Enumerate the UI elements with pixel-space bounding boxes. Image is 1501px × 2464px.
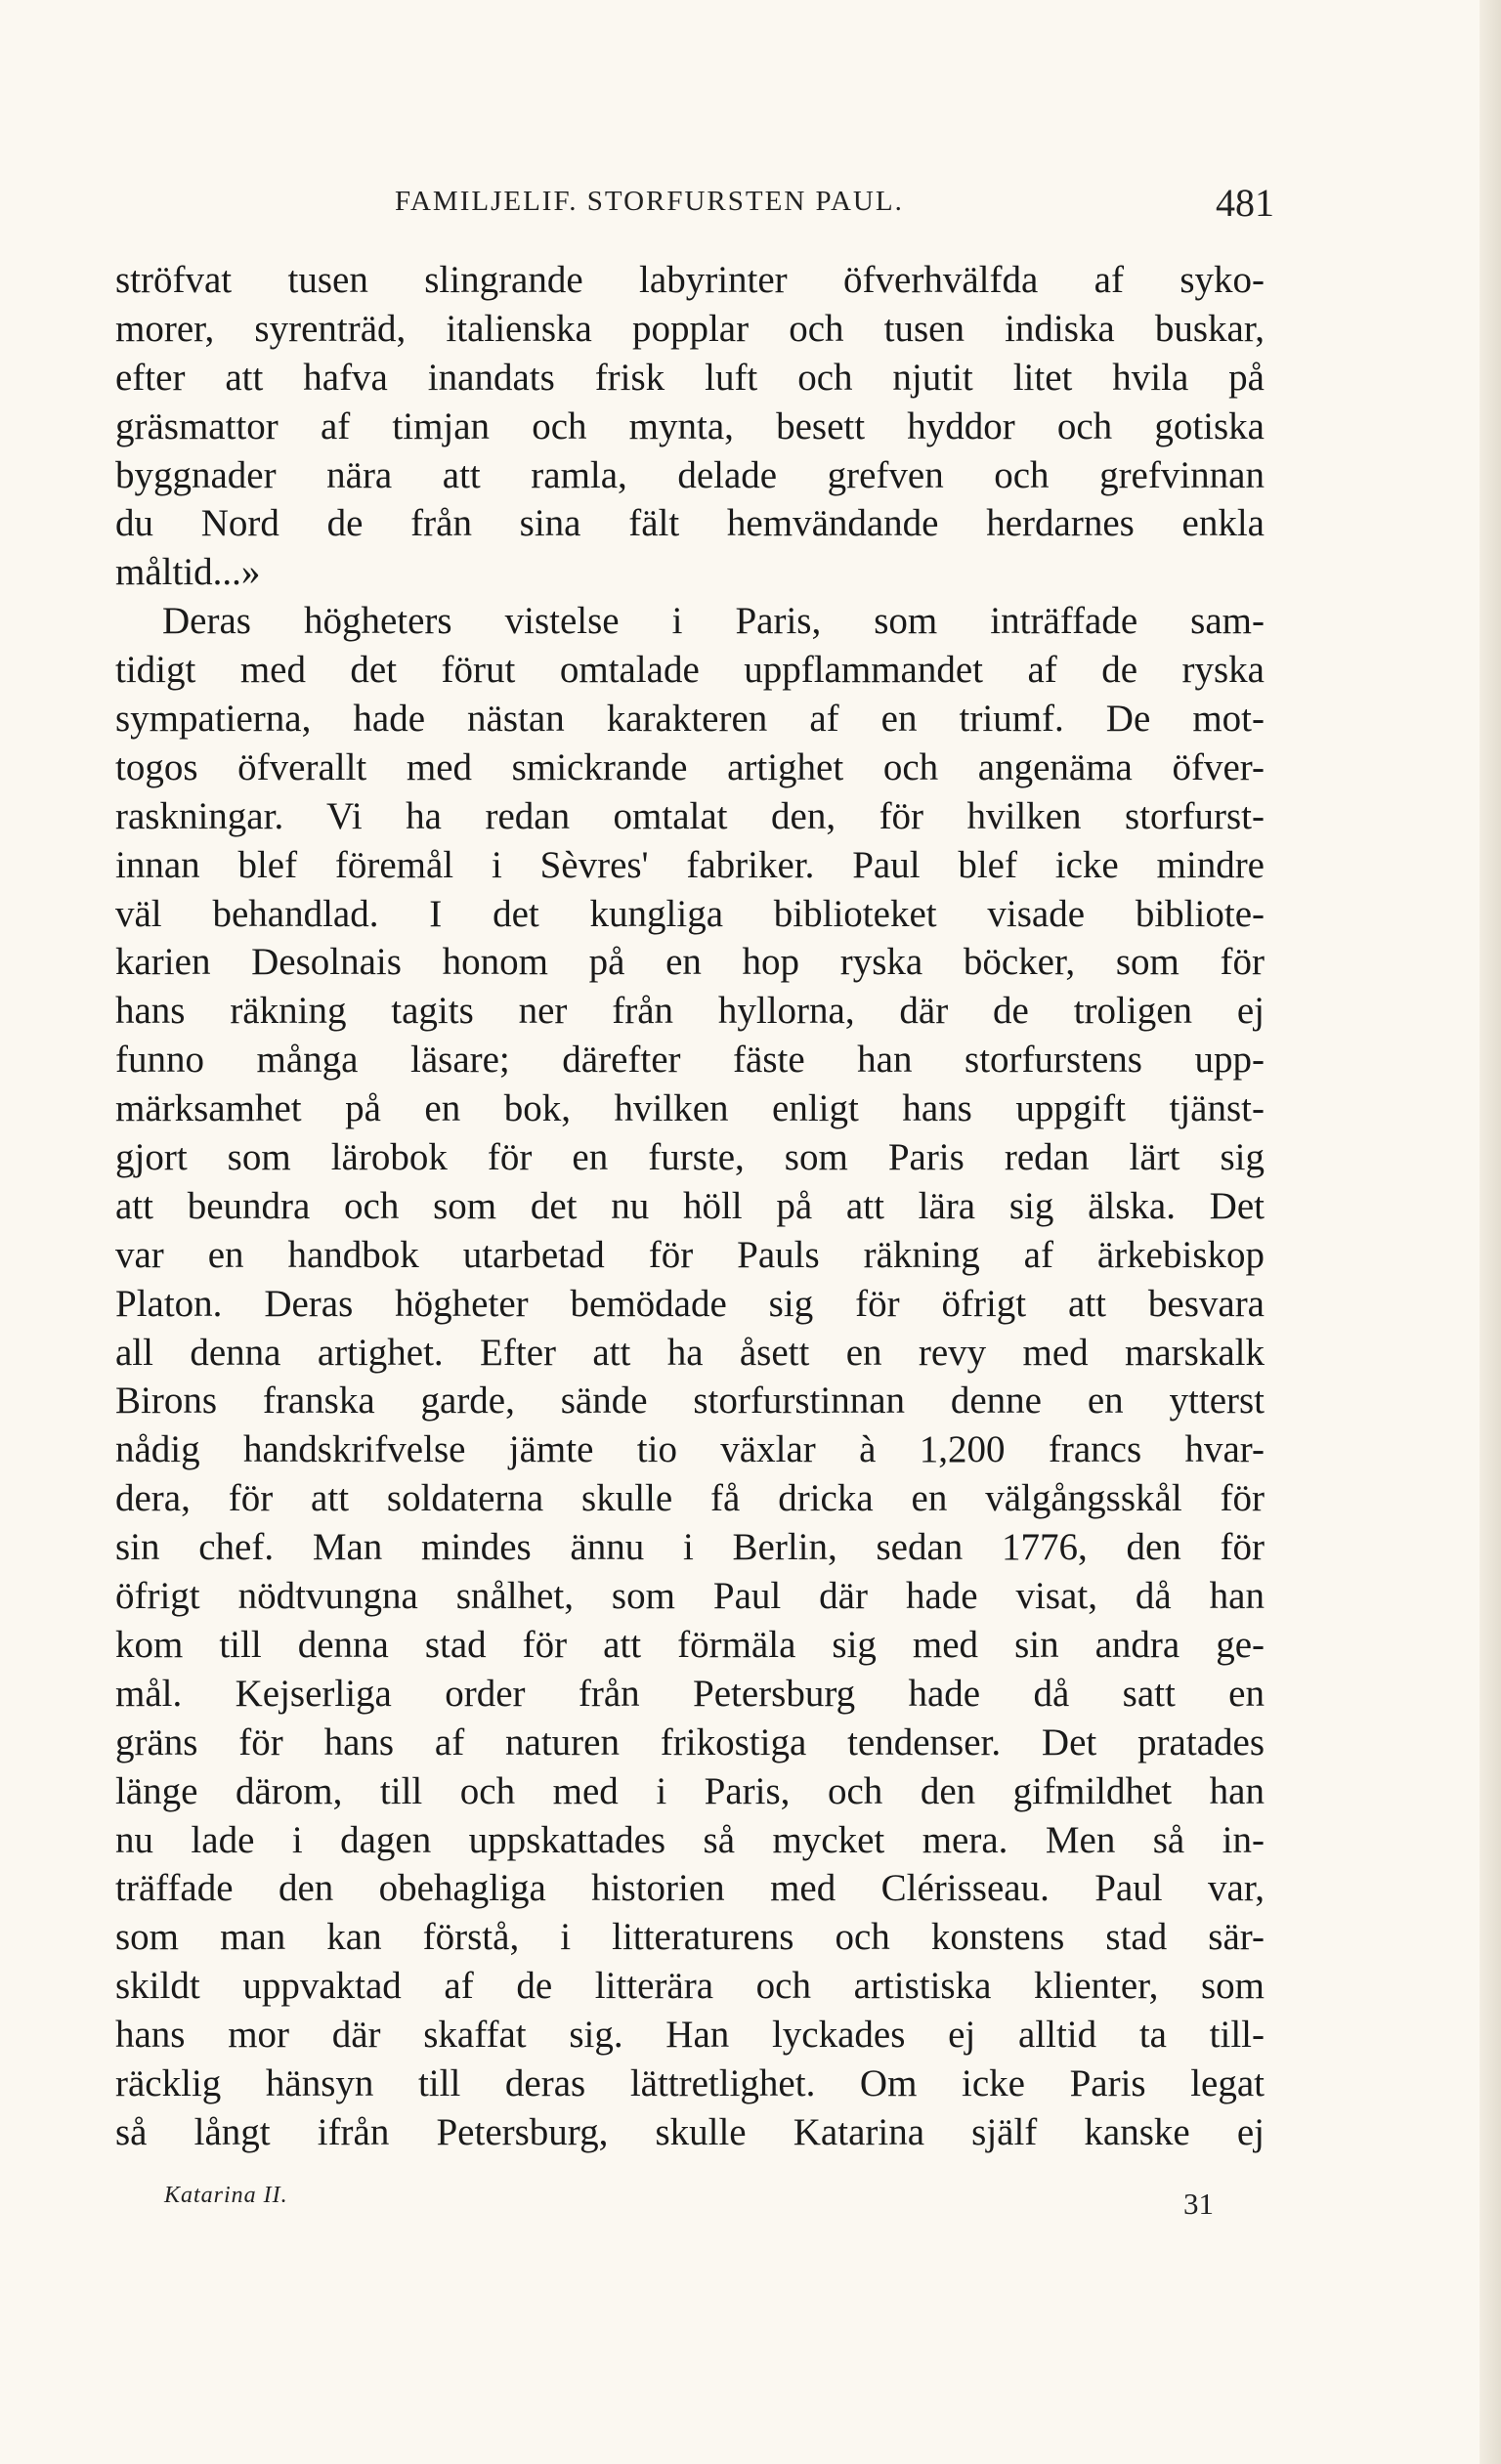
body-text (115, 256, 1265, 2157)
text-line: Birons franska garde, sände storfurstinnan denne en ytterst (115, 1380, 1265, 1423)
paragraph-start-line: Deras högheters vistelse i Paris, som inträffade sam- (162, 600, 1265, 643)
text-line: morer, syrenträd, italienska popplar och tusen indiska buskar, (115, 307, 1265, 350)
text-line: mål. Kejserliga order från Petersburg hade då satt en (115, 1672, 1265, 1715)
text-line: nu lade i dagen uppskattades så mycket mera. Men så in- (115, 1818, 1265, 1861)
text-line: var en handbok utarbetad för Pauls räkning af ärkebiskop (115, 1233, 1265, 1276)
text-line: nådig handskrifvelse jämte tio växlar à 1,200 francs hvar- (115, 1428, 1265, 1471)
page-footer (164, 2183, 1214, 2228)
text-line: gräns för hans af naturen frikostiga tendenser. Det pratades (115, 1721, 1265, 1763)
running-title: FAMILJELIF. STORFURSTEN PAUL. (395, 186, 904, 217)
text-line: gräsmattor af timjan och mynta, besett hyddor och gotiska (115, 404, 1265, 447)
page-number: 481 (1216, 181, 1274, 225)
text-line: som man kan förstå, i litteraturens och konstens stad sär- (115, 1916, 1265, 1959)
text-line: skildt uppvaktad af de litterära och artistiska klienter, som (115, 1965, 1265, 2008)
text-line: efter att hafva inandats frisk luft och njutit litet hvila på (115, 356, 1265, 399)
text-line: du Nord de från sina fält hemvändande herdarnes enkla (115, 502, 1265, 545)
text-line: öfrigt nödtvungna snålhet, som Paul där hade visat, då han (115, 1575, 1265, 1618)
text-line: kom till denna stad för att förmäla sig med sin andra ge- (115, 1623, 1265, 1666)
text-line: att beundra och som det nu höll på att lära sig älska. Det (115, 1184, 1265, 1227)
text-line: tidigt med det förut omtalade uppflammandet af de ryska (115, 649, 1265, 692)
text-line: byggnader nära att ramla, delade grefven och grefvinnan (115, 453, 1265, 496)
text-line: så långt ifrån Petersburg, skulle Katarina själf kanske ej (115, 2110, 1265, 2153)
text-line: ströfvat tusen slingrande labyrinter öfverhvälfda af syko- (115, 259, 1265, 301)
text-line: innan blef föremål i Sèvres' fabriker. Paul blef icke mindre (115, 843, 1265, 886)
text-line: hans mor där skaffat sig. Han lyckades ej alltid ta till- (115, 2014, 1265, 2057)
text-line: funno många läsare; därefter fäste han storfurstens upp- (115, 1039, 1265, 1082)
text-line: väl behandlad. I det kungliga biblioteket visade bibliote- (115, 892, 1265, 935)
text-line: märksamhet på en bok, hvilken enligt hans uppgift tjänst- (115, 1087, 1265, 1130)
text-line: hans räkning tagits ner från hyllorna, där de troligen ej (115, 990, 1265, 1033)
text-line: togos öfverallt med smickrande artighet och angenäma öfver- (115, 745, 1265, 788)
running-head (395, 181, 1274, 233)
text-line: dera, för att soldaterna skulle få dricka en välgångsskål för (115, 1477, 1265, 1520)
signature-number: 31 (1183, 2187, 1214, 2221)
text-line: länge därom, till och med i Paris, och den gifmildhet han (115, 1769, 1265, 1812)
text-line: all denna artighet. Efter att ha åsett en revy med marskalk (115, 1331, 1265, 1374)
text-line: räcklig hänsyn till deras lättretlighet. Om icke Paris legat (115, 2061, 1265, 2104)
text-line: gjort som lärobok för en furste, som Paris redan lärt sig (115, 1136, 1265, 1179)
text-line: träffade den obehagliga historien med Clérisseau. Paul var, (115, 1867, 1265, 1910)
text-line: karien Desolnais honom på en hop ryska böcker, som för (115, 941, 1265, 984)
page-edge-shadow (1480, 0, 1501, 2464)
text-line: raskningar. Vi ha redan omtalat den, för hvilken storfurst- (115, 794, 1265, 837)
text-line: måltid...» (115, 551, 261, 594)
signature-mark: Katarina II. (164, 2183, 288, 2208)
text-line: sin chef. Man mindes ännu i Berlin, sedan 1776, den för (115, 1526, 1265, 1569)
text-line: Platon. Deras högheter bemödade sig för öfrigt att besvara (115, 1282, 1265, 1325)
text-line: sympatierna, hade nästan karakteren af en triumf. De mot- (115, 698, 1265, 741)
